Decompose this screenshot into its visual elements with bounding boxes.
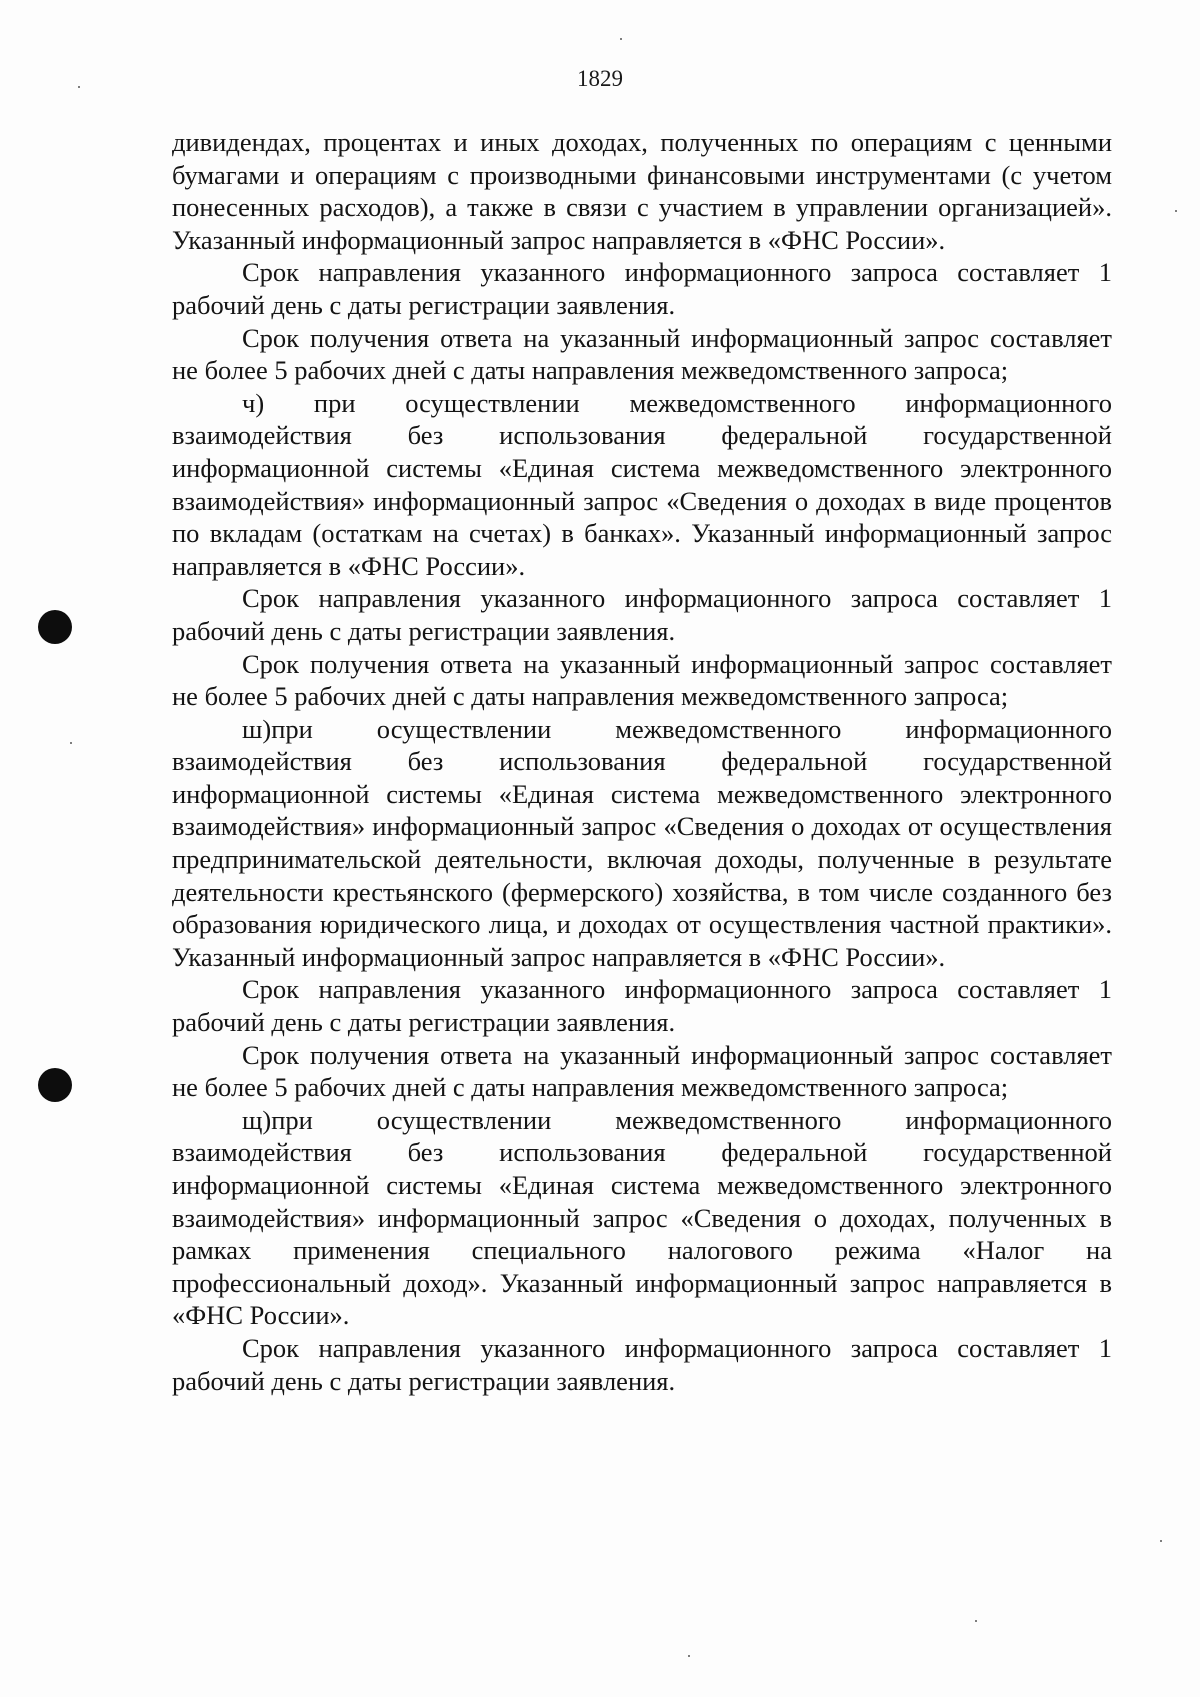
paragraph-deadline-send: Срок направления указанного информационного запроса составляет 1 рабочий день с даты регистрации заявления.: [172, 974, 1112, 1038]
paragraph-item-shch: щ)при осуществлении межведомственного информационного взаимодействия без использования федеральной государственной информационной системы «Единая система межведомственного электронного взаимодействия» информационный запрос «Сведения о доходах, полученных в рамках применения специального налогового режима «Налог на профессиональный доход». Указанный информационный запрос направляется в «ФНС России».: [172, 1104, 1112, 1331]
paragraph-deadline-response: Срок получения ответа на указанный информационный запрос составляет не более 5 рабочих дней с даты направления межведомственного запроса;: [172, 1039, 1112, 1103]
paragraph-deadline-response: Срок получения ответа на указанный информационный запрос составляет не более 5 рабочих дней с даты направления межведомственного запроса;: [172, 648, 1112, 712]
scan-speck: [1175, 210, 1177, 212]
paragraph-item-sh: ш)при осуществлении межведомственного информационного взаимодействия без использования федеральной государственной информационной системы «Единая система межведомственного электронного взаимодействия» информационный запрос «Сведения о доходах от осуществления предпринимательской деятельности, включая доходы, полученные в результате деятельности крестьянского (фермерского) хозяйства, в том числе созданного без образования юридического лица, и доходах от осуществления частной практики». Указанный информационный запрос направляется в «ФНС России».: [172, 713, 1112, 972]
page-number: 1829: [577, 66, 623, 91]
paragraph-item-ch: ч) при осуществлении межведомственного информационного взаимодействия без использования федеральной государственной информационной системы «Единая система межведомственного электронного взаимодействия» информационный запрос «Сведения о доходах в виде процентов по вкладам (остаткам на счетах) в банках». Указанный информационный запрос направляется в «ФНС России».: [172, 387, 1112, 581]
scan-speck: [688, 1655, 690, 1657]
scan-speck: [1160, 1540, 1162, 1542]
punch-hole-icon: [38, 1068, 72, 1102]
scan-speck: [70, 742, 72, 744]
scan-speck: [78, 86, 80, 88]
punch-hole-icon: [38, 610, 72, 644]
paragraph-deadline-send: Срок направления указанного информационного запроса составляет 1 рабочий день с даты регистрации заявления.: [172, 583, 1112, 646]
paragraph-deadline-send: Срок направления указанного информационного запроса составляет 1 рабочий день с даты регистрации заявления.: [172, 1332, 1112, 1396]
scan-speck: [975, 1620, 977, 1622]
paragraph-deadline-send: Срок направления указанного информационного запроса составляет 1 рабочий день с даты регистрации заявления.: [172, 257, 1112, 320]
paragraph-deadline-response: Срок получения ответа на указанный информационный запрос составляет не более 5 рабочих дней с даты направления межведомственного запроса;: [172, 322, 1112, 386]
scan-speck: [620, 38, 622, 40]
paragraph-continuation: дивидендах, процентах и иных доходах, полученных по операциям с ценными бумагами и операциям с производными финансовыми инструментами (с учетом понесенных расходов), а также в связи с участием в управлении организацией». Указанный информационный запрос направляется в «ФНС России».: [172, 127, 1112, 255]
document-body: [172, 126, 1112, 1397]
